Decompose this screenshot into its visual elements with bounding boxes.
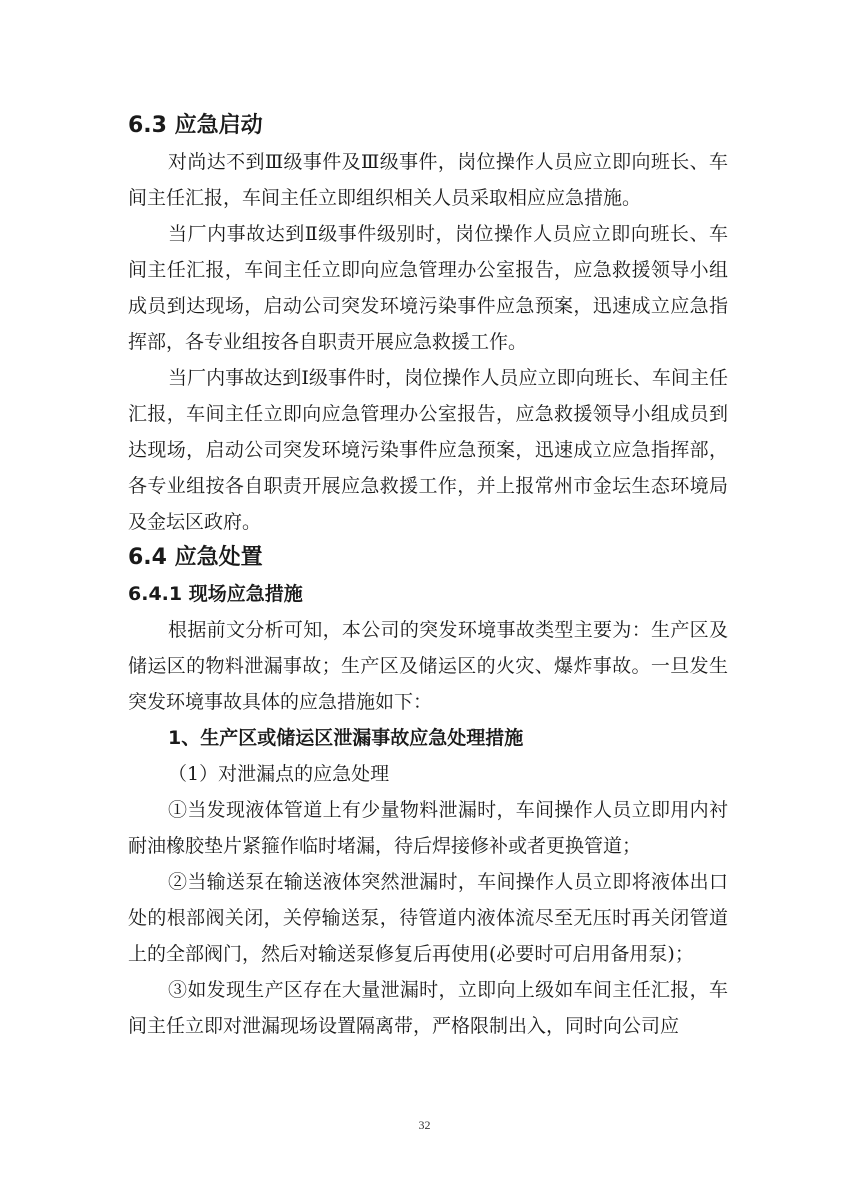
paragraph: 根据前文分析可知，本公司的突发环境事故类型主要为：生产区及储运区的物料泄漏事故；生产区及储运区的火灾、爆炸事故。一旦发生突发环境事故具体的应急措施如下： bbox=[128, 619, 728, 713]
measure-item: ①当发现液体管道上有少量物料泄漏时，车间操作人员立即用内衬耐油橡胶垫片紧箍作临时堵漏，待后焊接修补或者更换管道； bbox=[128, 799, 728, 857]
page-content bbox=[128, 108, 728, 1044]
section-heading-6-4: 6.4 应急处置 bbox=[128, 545, 263, 570]
item-heading: 1、生产区或储运区泄漏事故应急处理措施 bbox=[168, 727, 524, 749]
paragraph: 当厂内事故达到Ⅱ级事件级别时，岗位操作人员应立即向班长、车间主任汇报，车间主任立即向应急管理办公室报告，应急救援领导小组成员到达现场，启动公司突发环境污染事件应急预案，迅速成立应急指挥部，各专业组按各自职责开展应急救援工作。 bbox=[128, 223, 728, 353]
measure-item: ③如发现生产区存在大量泄漏时，立即向上级如车间主任汇报，车间主任立即对泄漏现场设置隔离带，严格限制出入，同时向公司应 bbox=[128, 979, 728, 1037]
section-heading-6-3: 6.3 应急启动 bbox=[128, 113, 263, 138]
measure-item: ②当输送泵在输送液体突然泄漏时，车间操作人员立即将液体出口处的根部阀关闭，关停输送泵，待管道内液体流尽至无压时再关闭管道上的全部阀门，然后对输送泵修复后再使用(必要时可启用备用泵)； bbox=[128, 871, 728, 965]
page-number: 32 bbox=[418, 1118, 431, 1132]
subsection-heading-6-4-1: 6.4.1 现场应急措施 bbox=[128, 583, 303, 605]
paragraph: 当厂内事故达到Ⅰ级事件时，岗位操作人员应立即向班长、车间主任汇报，车间主任立即向应急管理办公室报告，应急救援领导小组成员到达现场，启动公司突发环境污染事件应急预案，迅速成立应急指挥部，各专业组按各自职责开展应急救援工作，并上报常州市金坛生态环境局及金坛区政府。 bbox=[128, 367, 728, 533]
sub-item-heading: （1）对泄漏点的应急处理 bbox=[168, 763, 390, 785]
paragraph: 对尚达不到Ⅲ级事件及Ⅲ级事件，岗位操作人员应立即向班长、车间主任汇报，车间主任立即组织相关人员采取相应应急措施。 bbox=[128, 151, 728, 209]
